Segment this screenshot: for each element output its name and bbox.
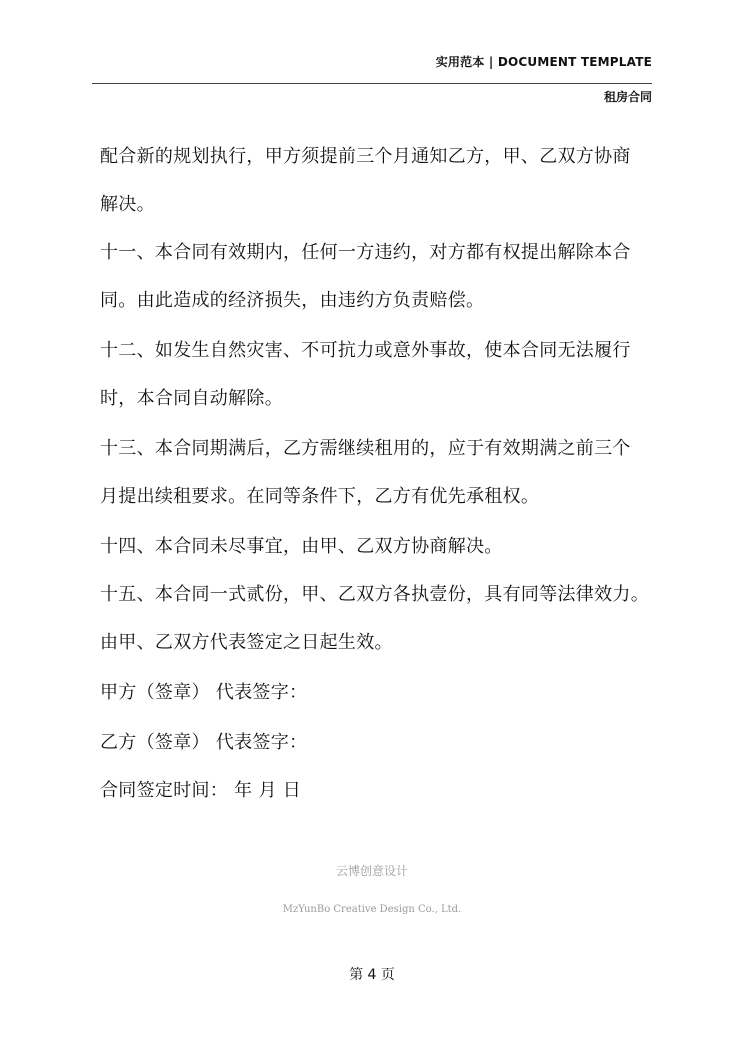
party-a-signature: 甲方（签章） 代表签字： bbox=[100, 682, 308, 703]
document-title: 租房合同 bbox=[603, 90, 652, 104]
clause-13: 十三、本合同期满后，乙方需继续租用的，应于有效期满之前三个 bbox=[100, 438, 631, 459]
clause-15: 十五、本合同一式贰份，甲、乙双方各执壹份，具有同等法律效力。 bbox=[100, 584, 649, 605]
paragraph-line: 解决。 bbox=[100, 194, 155, 215]
paragraph-line: 时，本合同自动解除。 bbox=[100, 388, 283, 409]
footer-company-en: MzYunBo Creative Design Co., Ltd. bbox=[282, 904, 462, 915]
party-b-signature: 乙方（签章） 代表签字： bbox=[100, 732, 308, 753]
footer-company: 云博创意设计 bbox=[335, 864, 408, 878]
paragraph-line: 同。由此造成的经济损失，由违约方负责赔偿。 bbox=[100, 290, 485, 311]
page-number: 第 4 页 bbox=[349, 967, 395, 983]
header-divider bbox=[92, 83, 652, 84]
paragraph-line: 配合新的规划执行，甲方须提前三个月通知乙方，甲、乙双方协商 bbox=[100, 146, 631, 167]
signing-date: 合同签定时间： 年 月 日 bbox=[100, 780, 302, 801]
paragraph-line: 月提出续租要求。在同等条件下，乙方有优先承租权。 bbox=[100, 486, 540, 507]
header-title: 实用范本 | DOCUMENT TEMPLATE bbox=[435, 55, 652, 69]
clause-14: 十四、本合同未尽事宜，由甲、乙双方协商解决。 bbox=[100, 536, 503, 557]
paragraph-line: 由甲、乙双方代表签定之日起生效。 bbox=[100, 632, 393, 653]
clause-12: 十二、如发生自然灾害、不可抗力或意外事故，使本合同无法履行 bbox=[100, 340, 631, 361]
clause-11: 十一、本合同有效期内，任何一方违约，对方都有权提出解除本合 bbox=[100, 242, 631, 263]
